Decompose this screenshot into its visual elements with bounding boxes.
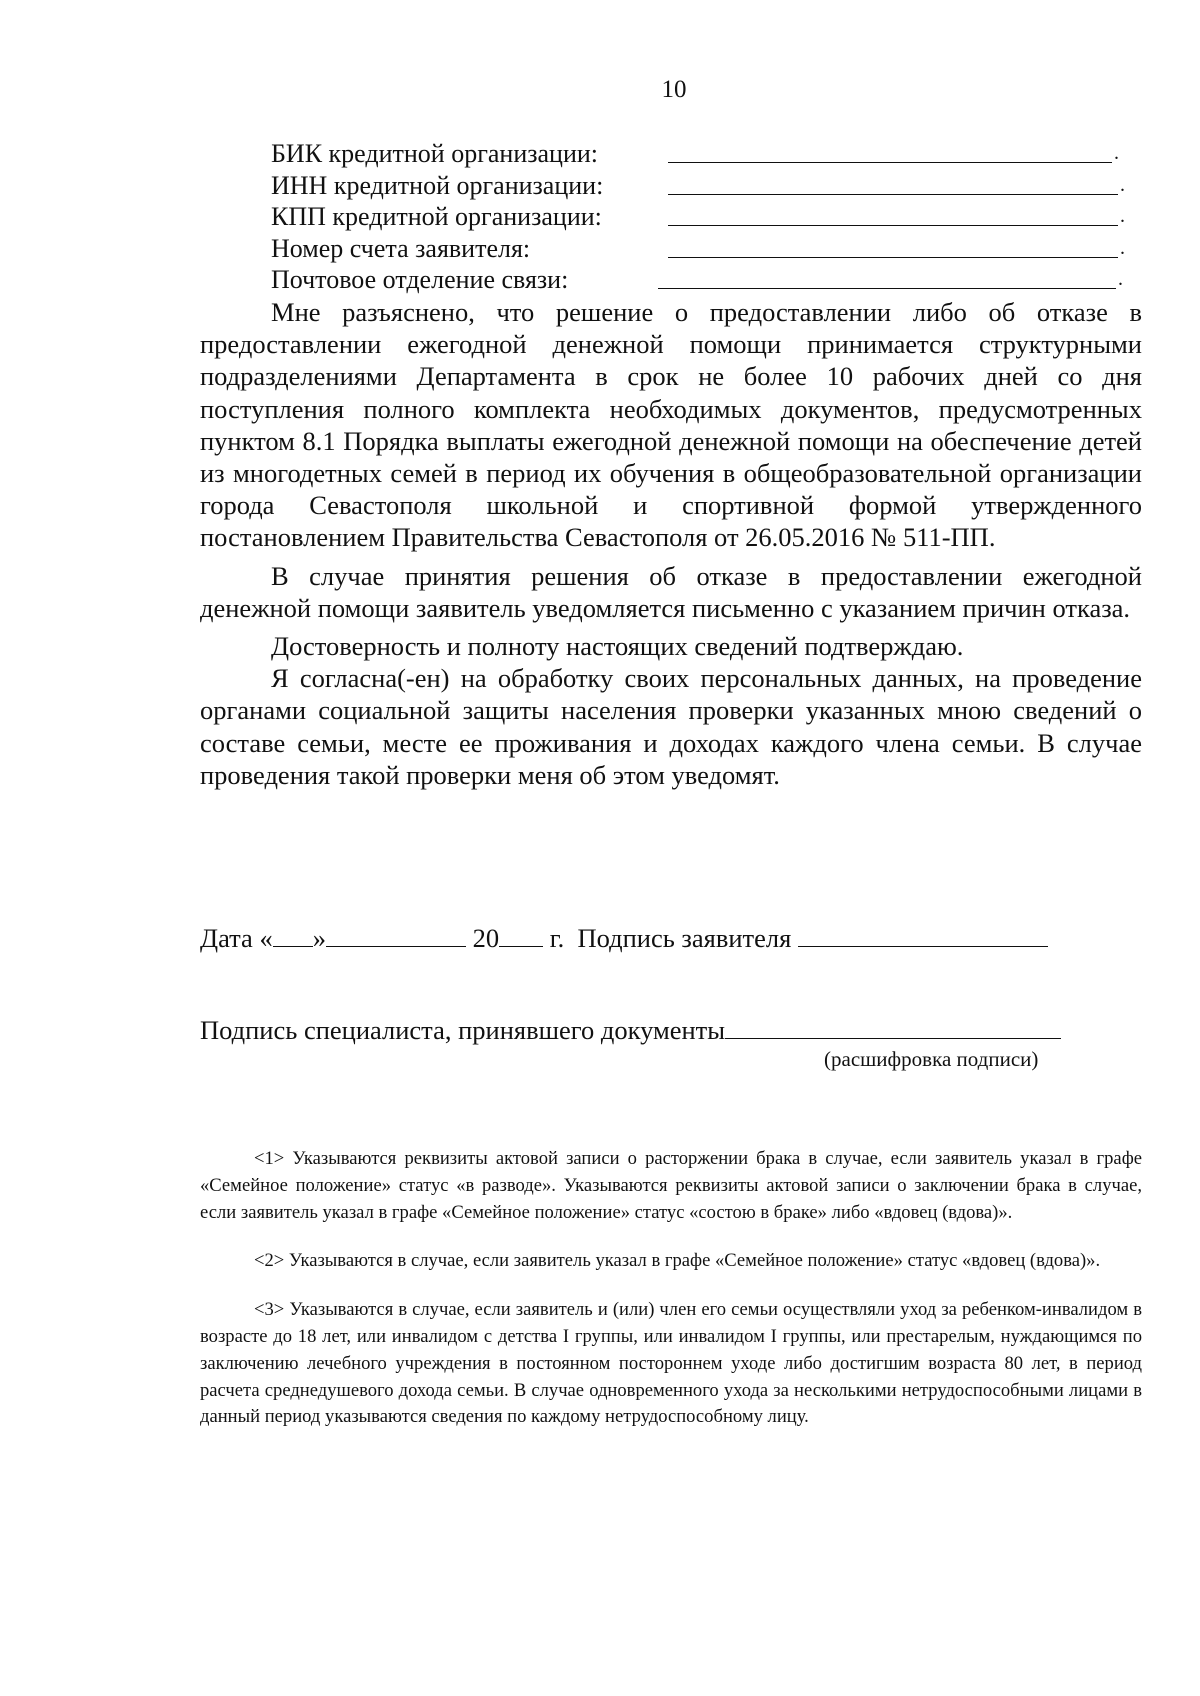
- footnote-3: <3> Указываются в случае, если заявитель и (или) член его семьи осуществляли уход за ребенком-инвалидом в возрасте до 18 лет, или инвалидом с детства I группы, или инвалидом I группы, или престарелым, нуждающимся по заключению лечебного учреждения в постоянном постороннем уходе либо достигшим возраста 80 лет, в период расчета среднедушевого дохода семьи. В случае одновременного ухода за несколькими нетрудоспособными лицами в данный период указываются сведения по каждому нетрудоспособному лицу.: [200, 1299, 1142, 1428]
- paragraph-refusal-notice: В случае принятия решения об отказе в предоставлении ежегодной денежной помощи заявитель уведомляется письменно с указанием причин отказа.: [200, 560, 1142, 623]
- field-label-bik: БИК кредитной организации:: [271, 139, 599, 168]
- date-day-blank[interactable]: [273, 924, 313, 947]
- field-label-account: Номер счета заявителя:: [271, 233, 531, 263]
- specialist-signature-blank[interactable]: [725, 1016, 1061, 1039]
- paragraph-decision-terms: Мне разъяснено, что решение о предоставлении либо об отказе в предоставлении ежегодной денежной помощи принимается структурными подразделениями Департамента в срок не более 10 рабочих дней со дня поступления полного комплекта необходимых документов, предусмотренных пунктом 8.1 Порядка выплаты ежегодной денежной помощи на обеспечение детей из многодетных семей в период их обучения в общеобразовательной организации города Севастополя школьной и спортивной формой утвержденного постановлением Правительства Севастополя от 26.05.2016 № 511-ПП.: [200, 297, 1142, 553]
- field-end-post-office: .: [1118, 268, 1123, 290]
- paragraph-accuracy-confirmation: Достоверность и полноту настоящих сведений подтверждаю.: [271, 631, 964, 662]
- page-number: 10: [661, 76, 687, 103]
- statement-body: [200, 296, 1142, 791]
- footnote-1: <1> Указываются реквизиты актовой записи о расторжении брака в случае, если заявитель указал в графе «Семейное положение» статус «в разводе». Указываются реквизиты актовой записи о заключении брака в случае, если заявитель указал в графе «Семейное положение» статус «состою в браке» либо «вдовец (вдова)».: [200, 1148, 1142, 1223]
- field-end-inn: .: [1120, 173, 1125, 196]
- year-prefix: 20: [472, 923, 500, 953]
- blank-line-kpp[interactable]: [668, 225, 1118, 226]
- blank-line-post-office[interactable]: [658, 288, 1116, 289]
- footnote-2: <2> Указываются в случае, если заявитель указал в графе «Семейное положение» статус «вдовец (вдова)».: [254, 1250, 1101, 1272]
- field-label-post-office: Почтовое отделение связи:: [271, 265, 569, 294]
- applicant-signature-label: Подпись заявителя: [577, 923, 792, 953]
- date-signature-line: [200, 922, 1146, 954]
- field-end-bik: .: [1114, 142, 1119, 164]
- date-month-blank[interactable]: [326, 924, 466, 947]
- year-blank[interactable]: [499, 924, 543, 947]
- date-close-quote: »: [312, 923, 326, 953]
- paragraph-data-consent: Я согласна(-ен) на обработку своих персональных данных, на проведение органами социальной защиты населения проверки указанных мною сведений о составе семьи, месте ее проживания и доходах каждого члена семьи. В случае проведения такой проверки меня об этом уведомят.: [200, 663, 1142, 790]
- applicant-signature-blank[interactable]: [798, 924, 1048, 947]
- field-label-inn: ИНН кредитной организации:: [271, 170, 604, 200]
- signature-decode-note: (расшифровка подписи): [824, 1047, 1039, 1071]
- blank-line-inn[interactable]: [668, 194, 1118, 195]
- year-suffix: г.: [549, 923, 565, 953]
- specialist-signature-label: Подпись специалиста, принявшего документы: [200, 1015, 726, 1045]
- field-end-kpp: .: [1120, 205, 1125, 227]
- blank-line-bik[interactable]: [668, 162, 1112, 163]
- date-label: Дата «: [200, 923, 273, 953]
- specialist-signature-line: [200, 1014, 1146, 1046]
- blank-line-account[interactable]: [668, 257, 1118, 258]
- field-label-kpp: КПП кредитной организации:: [271, 202, 602, 231]
- field-end-account: .: [1120, 236, 1125, 259]
- footnotes: [200, 1146, 1142, 1453]
